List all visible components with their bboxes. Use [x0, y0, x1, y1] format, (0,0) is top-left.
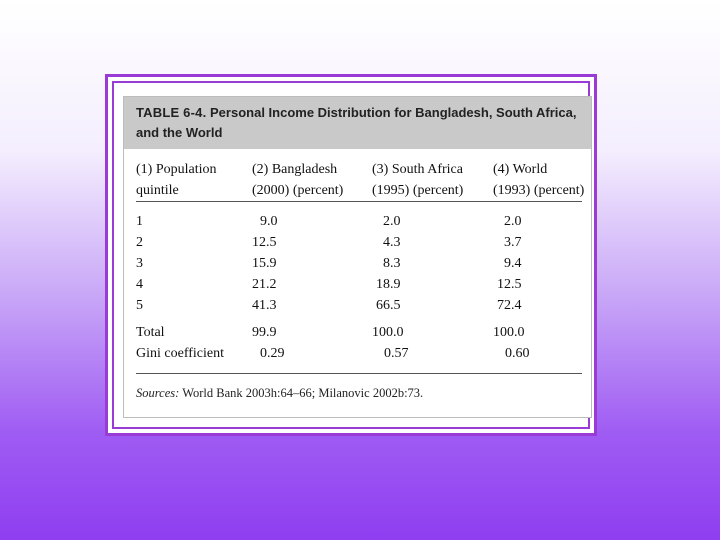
cell-bangladesh: 9.0 [260, 214, 278, 229]
cell-world: 100.0 [493, 325, 525, 340]
header-text: (4) World [493, 162, 548, 177]
cell-bangladesh: 21.2 [252, 277, 277, 292]
cell-south-africa: 100.0 [372, 325, 404, 340]
header-row [124, 149, 591, 203]
cell-world: 0.60 [505, 346, 530, 361]
header-text: (2000) (percent) [252, 183, 344, 198]
sources-label: Sources: [136, 386, 180, 400]
cell-row-label: Gini coefficient [136, 346, 224, 361]
table-row [124, 253, 591, 274]
cell-south-africa: 4.3 [383, 235, 401, 250]
cell-south-africa: 66.5 [376, 298, 401, 313]
sources-text: World Bank 2003h:64–66; Milanovic 2002b:73. [182, 386, 424, 400]
cell-row-label: Total [136, 325, 165, 340]
cell-bangladesh: 12.5 [252, 235, 277, 250]
footer-rule [136, 373, 582, 374]
table-row [124, 232, 591, 253]
header-population [136, 159, 217, 201]
cell-world: 9.4 [504, 256, 522, 271]
header-world [493, 159, 584, 201]
cell-quintile: 4 [136, 277, 143, 292]
income-table [123, 96, 592, 418]
table-label: TABLE 6-4. [136, 105, 207, 120]
table-row [124, 295, 591, 316]
cell-quintile: 5 [136, 298, 143, 313]
header-bangladesh [252, 159, 343, 201]
table-title-line-2: and the World [136, 125, 223, 140]
header-text: (1) Population [136, 162, 217, 177]
cell-south-africa: 8.3 [383, 256, 401, 271]
table-sources [136, 386, 423, 401]
cell-south-africa: 18.9 [376, 277, 401, 292]
frame-content [112, 81, 590, 429]
header-rule [136, 201, 582, 202]
cell-world: 72.4 [497, 298, 522, 313]
slide-frame [105, 74, 597, 436]
total-row [124, 322, 591, 343]
frame-inner-border [108, 77, 594, 433]
cell-bangladesh: 15.9 [252, 256, 277, 271]
cell-south-africa: 0.57 [384, 346, 409, 361]
cell-world: 2.0 [504, 214, 522, 229]
gini-row [124, 343, 591, 364]
header-text: (1993) (percent) [493, 183, 585, 198]
cell-bangladesh: 41.3 [252, 298, 277, 313]
header-text: (1995) (percent) [372, 183, 464, 198]
cell-quintile: 1 [136, 214, 143, 229]
cell-quintile: 2 [136, 235, 143, 250]
header-south-africa [372, 159, 463, 201]
header-text: (2) Bangladesh [252, 162, 338, 177]
cell-world: 12.5 [497, 277, 522, 292]
header-text: quintile [136, 183, 179, 198]
cell-bangladesh: 99.9 [252, 325, 277, 340]
cell-south-africa: 2.0 [383, 214, 401, 229]
table-row [124, 211, 591, 232]
table-title: Personal Income Distribution for Bangladesh, South Africa, [210, 105, 577, 120]
header-text: (3) South Africa [372, 162, 463, 177]
table-title-line-1 [136, 103, 579, 123]
cell-quintile: 3 [136, 256, 143, 271]
table-body [124, 149, 591, 374]
cell-bangladesh: 0.29 [260, 346, 285, 361]
table-row [124, 274, 591, 295]
cell-world: 3.7 [504, 235, 522, 250]
table-title-bar [124, 97, 591, 149]
